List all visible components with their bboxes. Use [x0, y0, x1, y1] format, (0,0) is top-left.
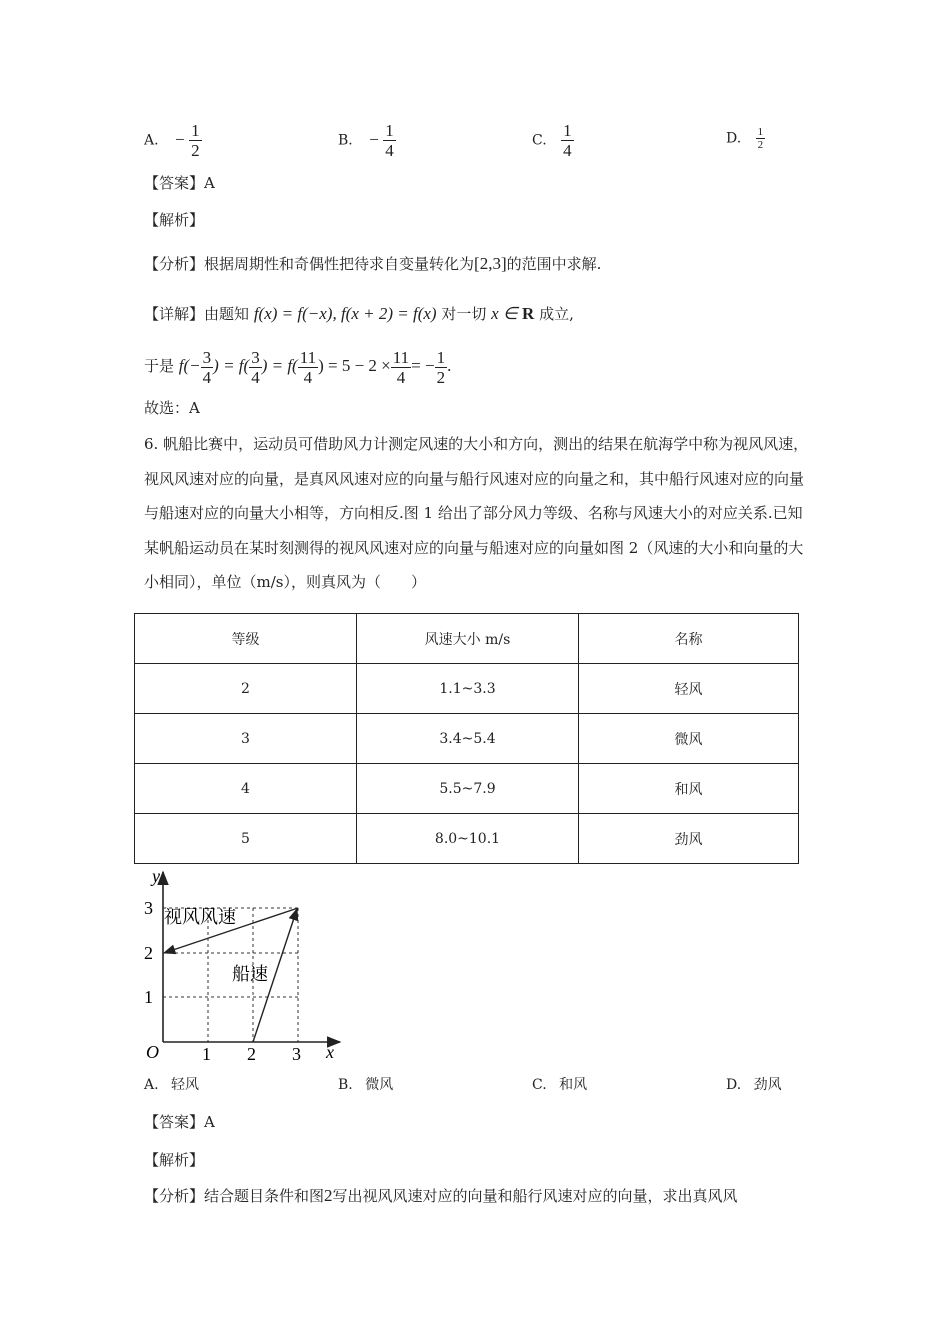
calc-part: f(− — [178, 356, 201, 375]
denominator: 4 — [251, 367, 260, 387]
q5-answer: 【答案】A — [144, 174, 215, 192]
table-cell: 1.1~3.3 — [357, 664, 579, 714]
calc-part: ) = 5 − 2 × — [318, 356, 391, 375]
real-set: R — [522, 304, 535, 323]
detail-text-3: 成立, — [539, 305, 574, 323]
fenxi-text: 根据周期性和奇偶性把待求自变量转化为 — [204, 255, 475, 273]
q5-option-c[interactable] — [532, 121, 574, 160]
table-header-row — [135, 614, 799, 664]
option-label: B. — [338, 1077, 353, 1093]
option-label: C. — [532, 1077, 547, 1093]
q6-option-a[interactable] — [144, 1075, 199, 1095]
q6-option-c[interactable] — [532, 1075, 587, 1095]
option-label: C. — [532, 132, 547, 149]
table-header: 名称 — [579, 614, 799, 664]
q6-option-d[interactable] — [726, 1075, 782, 1095]
numerator: 1 — [436, 347, 446, 367]
q6-analysis-heading: 【解析】 — [144, 1151, 205, 1169]
denominator: 4 — [303, 367, 313, 387]
q5-option-b[interactable] — [338, 121, 396, 160]
option-label: D. — [726, 130, 742, 147]
fenxi-text: 结合题目条件和图 — [204, 1187, 325, 1205]
q5-analysis-heading: 【解析】 — [144, 211, 205, 229]
calc-fraction — [249, 348, 262, 387]
option-label: A. — [144, 1077, 159, 1093]
table-header: 等级 — [135, 614, 357, 664]
denominator: 2 — [191, 141, 200, 160]
minus-sign: − — [369, 129, 379, 149]
wind-grade-table — [134, 613, 799, 864]
calc-fraction — [435, 348, 448, 387]
calc-fraction — [201, 348, 214, 387]
x-axis-label: x — [326, 1042, 334, 1062]
grid-lines — [163, 908, 298, 1042]
option-label: D. — [726, 1077, 742, 1093]
table-row — [135, 714, 799, 764]
q6-fenxi — [144, 1186, 738, 1206]
y-tick-label: 3 — [144, 898, 153, 918]
table-cell: 微风 — [579, 714, 799, 764]
q5-fenxi — [144, 254, 601, 274]
calc-fraction — [391, 348, 411, 387]
table-row — [135, 664, 799, 714]
table-cell: 2 — [135, 664, 357, 714]
y-tick-label: 2 — [144, 943, 153, 963]
option-fraction — [383, 121, 396, 160]
fenxi-label: 【分析】 — [144, 255, 205, 273]
numerator: 11 — [392, 347, 410, 367]
fenxi-label: 【分析】 — [144, 1187, 205, 1205]
calc-part: ) = f( — [261, 356, 298, 375]
calc-end: . — [447, 356, 452, 375]
apparent-wind-label: 视风风速 — [164, 907, 236, 927]
table-cell: 5.5~7.9 — [357, 764, 579, 814]
option-text: 和风 — [559, 1077, 588, 1093]
denominator: 4 — [396, 367, 406, 387]
table-row — [135, 764, 799, 814]
q5-option-a[interactable] — [144, 121, 202, 160]
q5-option-d[interactable] — [726, 126, 765, 151]
option-label: A. — [144, 132, 159, 149]
q5-detail — [144, 304, 574, 324]
denominator: 4 — [563, 141, 572, 160]
table-header: 风速大小 m/s — [357, 614, 579, 664]
calc-prefix: 于是 — [144, 357, 175, 375]
option-label: B. — [338, 132, 353, 149]
table-cell: 轻风 — [579, 664, 799, 714]
q5-calculation — [144, 345, 451, 387]
figure-number: 2 — [324, 1186, 333, 1205]
table-cell: 8.0~10.1 — [357, 814, 579, 864]
y-axis-label: y — [152, 866, 160, 886]
denominator: 4 — [385, 141, 394, 160]
denominator: 4 — [202, 367, 212, 387]
detail-text-2: 对一切 — [441, 305, 487, 323]
detail-text: 由题知 — [204, 305, 250, 323]
table-cell: 3 — [135, 714, 357, 764]
numerator: 11 — [299, 347, 317, 367]
numerator: 3 — [251, 347, 260, 367]
option-text: 微风 — [365, 1077, 394, 1093]
denominator: 2 — [436, 367, 446, 387]
calc-part: ) = f( — [213, 356, 250, 375]
table-cell: 和风 — [579, 764, 799, 814]
numerator: 1 — [191, 121, 200, 140]
interval: [2,3] — [474, 254, 507, 273]
x-tick-label: 1 — [202, 1044, 211, 1064]
minus-sign: − — [175, 129, 185, 149]
x-tick-label: 2 — [247, 1044, 256, 1064]
table-cell: 劲风 — [579, 814, 799, 864]
origin-label: O — [146, 1042, 159, 1062]
detail-formula: f(x) = f(−x), f(x + 2) = f(x) — [253, 304, 437, 323]
vector-figure — [140, 866, 345, 1066]
q5-choice: 故选：A — [144, 399, 200, 417]
option-fraction — [561, 121, 574, 160]
table-cell: 5 — [135, 814, 357, 864]
numerator: 3 — [202, 347, 212, 367]
detail-label: 【详解】 — [144, 305, 205, 323]
denominator: 2 — [757, 139, 764, 151]
option-fraction — [189, 121, 202, 160]
numerator: 1 — [563, 121, 572, 140]
option-fraction — [756, 126, 766, 151]
table-cell: 4 — [135, 764, 357, 814]
q6-stem: 6. 帆船比赛中，运动员可借助风力计测定风速的大小和方向，测出的结果在航海学中称为视风风速，视风风速对应的向量，是真风风速对应的向量与船行风速对应的向量之和，其中船行风速对应的向量与船速对应的向量大小相等，方向相反.图 1 给出了部分风力等级、名称与风速大小的对应关系.已知某帆船运动员在某时刻测得的视风风速对应的向量与船速对应的向量如图 2（风速的大小和向量的大小相同），单位（m/s），则真风为（ ） — [144, 435, 809, 591]
q6-option-b[interactable] — [338, 1075, 393, 1095]
calc-part: = − — [411, 356, 435, 375]
option-text: 轻风 — [171, 1077, 200, 1093]
table-cell: 3.4~5.4 — [357, 714, 579, 764]
table-row — [135, 814, 799, 864]
detail-var: x ∈ — [491, 304, 522, 323]
calc-fraction — [298, 348, 318, 387]
numerator: 1 — [385, 121, 394, 140]
y-tick-label: 1 — [144, 987, 153, 1007]
fenxi-text-end: 写出视风风速对应的向量和船行风速对应的向量，求出真风风 — [332, 1187, 738, 1205]
x-tick-label: 3 — [292, 1044, 301, 1064]
option-text: 劲风 — [753, 1077, 782, 1093]
boat-speed-label: 船速 — [232, 964, 268, 984]
numerator: 1 — [757, 126, 764, 138]
q6-answer: 【答案】A — [144, 1113, 215, 1131]
fenxi-text-end: 的范围中求解. — [506, 255, 602, 273]
